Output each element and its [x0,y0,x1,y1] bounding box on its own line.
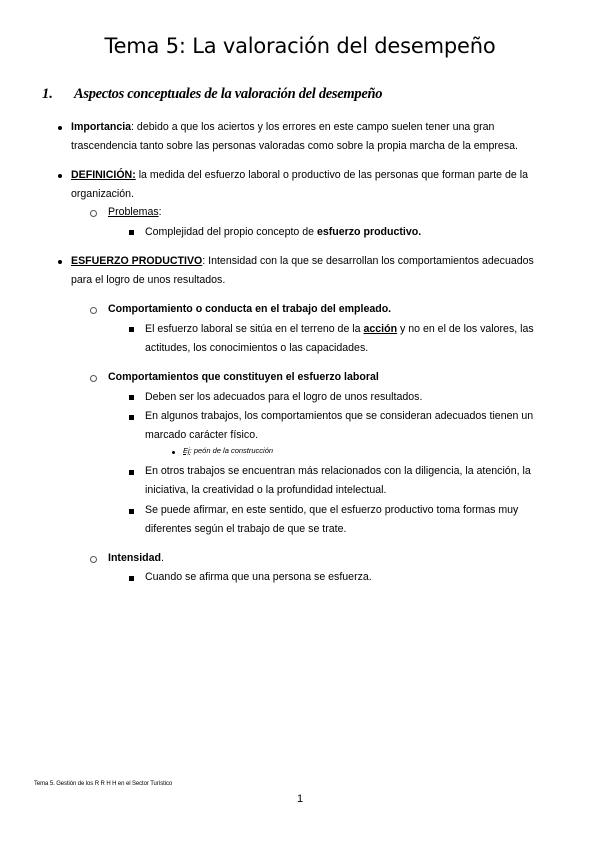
section-heading: Aspectos conceptuales de la valoración del desempeño [74,86,383,102]
bullet-square [129,576,134,581]
bullet-circle [90,210,97,217]
bullet-circle [90,375,97,382]
comportamiento-item-line1: El esfuerzo laboral se sitúa en el terreno de la acción y no en el de los valores, las [145,323,534,335]
problema-item: Complejidad del propio concepto de esfuerzo productivo. [145,226,422,238]
importancia-text-1: : debido a que los aciertos y los errores en este campo suelen tener una gran [131,121,495,133]
definicion-line2: organización. [71,188,135,200]
bullet-square [129,509,134,514]
constituyen-item-3b: iniciativa, la creatividad o la profundidad intelectual. [145,484,387,496]
intensidad-item: Cuando se afirma que una persona se esfuerza. [145,571,372,583]
bullet-dot [58,260,62,264]
page-number: 1 [296,793,304,805]
ejemplo-line: Ej: peón de la construcción [183,446,274,455]
bullet-square [129,395,134,400]
intensidad-heading: Intensidad. [108,552,164,564]
esfuerzo-label: ESFUERZO PRODUCTIVO [71,255,203,267]
bullet-circle [90,556,97,563]
bullet-square [129,230,134,235]
constituyen-item-3a: En otros trabajos se encuentran más relacionados con la diligencia, la atención, la [145,465,531,477]
importancia-line1 [71,118,494,138]
esfuerzo-line2: para el logro de unos resultados. [71,274,226,286]
constituyen-heading: Comportamientos que constituyen el esfuerzo laboral [108,371,379,383]
esfuerzo-line1: ESFUERZO PRODUCTIVO: Intensidad con la que se desarrollan los comportamientos adecuados [71,255,534,267]
bullet-square [129,470,134,475]
page-title: Tema 5: La valoración del desempeño [104,34,496,58]
definicion-line1 [71,166,528,186]
importancia-line2: trascendencia tanto sobre las personas valoradas como sobre la propia marcha de la empresa. [71,140,518,152]
importancia-label: Importancia [71,121,132,133]
definicion-text-1: la medida del esfuerzo laboral o productivo de las personas que forman parte de la [135,169,528,181]
definicion-label: DEFINICIÓN: [71,169,136,181]
comportamiento-item-line2: actitudes, los conocimientos o las capacidades. [145,342,369,354]
constituyen-item-4a: Se puede afirmar, en este sentido, que el esfuerzo productivo toma formas muy [145,504,519,516]
bullet-dot [172,451,175,454]
bullet-square [129,415,134,420]
bullet-circle [90,307,97,314]
bullet-dot [58,126,62,130]
footer-text: Tema 5. Gestión de los R R H H en el Sector Turístico [34,781,173,787]
problemas-label: Problemas [108,206,159,218]
constituyen-item-4b: diferentes según el trabajo de que se trate. [145,523,347,535]
constituyen-item-1: Deben ser los adecuados para el logro de unos resultados. [145,391,423,403]
section-number: 1. [42,86,53,102]
bullet-dot [58,174,62,178]
constituyen-item-2b: marcado carácter físico. [145,429,259,441]
comportamiento-heading: Comportamiento o conducta en el trabajo del empleado. [108,303,392,315]
constituyen-item-2a: En algunos trabajos, los comportamientos que se consideran adecuados tienen un [145,410,534,422]
bullet-square [129,327,134,332]
problemas-line: Problemas: [108,206,162,218]
